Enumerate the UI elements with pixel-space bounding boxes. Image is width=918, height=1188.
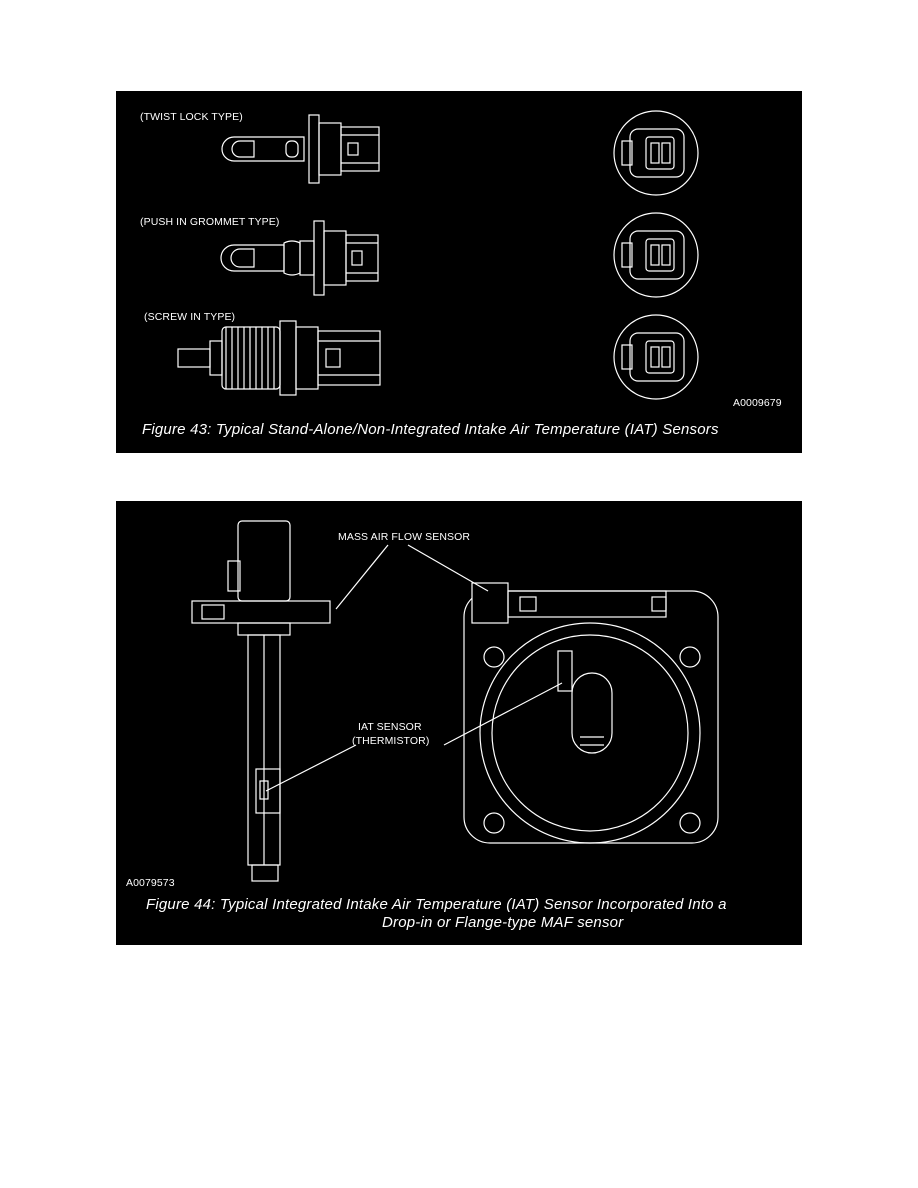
figure-44-panel (116, 501, 802, 945)
screw-in-type-label: (SCREW IN TYPE) (144, 311, 236, 323)
figure-43-illustration (116, 91, 802, 453)
connector-end-view-3 (614, 315, 698, 399)
flange-maf-sensor-drawing (464, 583, 718, 843)
figure-43-code: A0009679 (733, 397, 782, 409)
push-in-grommet-sensor-drawing (221, 221, 378, 295)
screw-in-sensor-drawing (178, 321, 380, 395)
push-in-grommet-type-label: (PUSH IN GROMMET TYPE) (140, 216, 280, 228)
figure-44-caption-line2: Drop-in or Flange-type MAF sensor (382, 914, 624, 931)
figure-43-caption: Figure 43: Typical Stand-Alone/Non-Integrated Intake Air Temperature (IAT) Sensors (142, 421, 719, 438)
twist-lock-sensor-drawing (222, 115, 379, 183)
twist-lock-type-label: (TWIST LOCK TYPE) (140, 111, 243, 123)
maf-leader-left (336, 545, 388, 609)
mass-air-flow-sensor-label: MASS AIR FLOW SENSOR (338, 531, 471, 543)
iat-leader-right (444, 683, 562, 745)
connector-end-view-1 (614, 111, 698, 195)
maf-leader-right (408, 545, 488, 591)
figure-44-illustration (116, 501, 802, 945)
figure-44-code: A0079573 (126, 877, 175, 889)
drop-in-maf-sensor-drawing (192, 521, 330, 881)
figure-43-panel (116, 91, 802, 453)
connector-end-view-2 (614, 213, 698, 297)
figure-44-caption-line1: Figure 44: Typical Integrated Intake Air Temperature (IAT) Sensor Incorporated Into a (146, 896, 727, 913)
thermistor-label: (THERMISTOR) (352, 735, 430, 747)
iat-sensor-label: IAT SENSOR (358, 721, 422, 733)
